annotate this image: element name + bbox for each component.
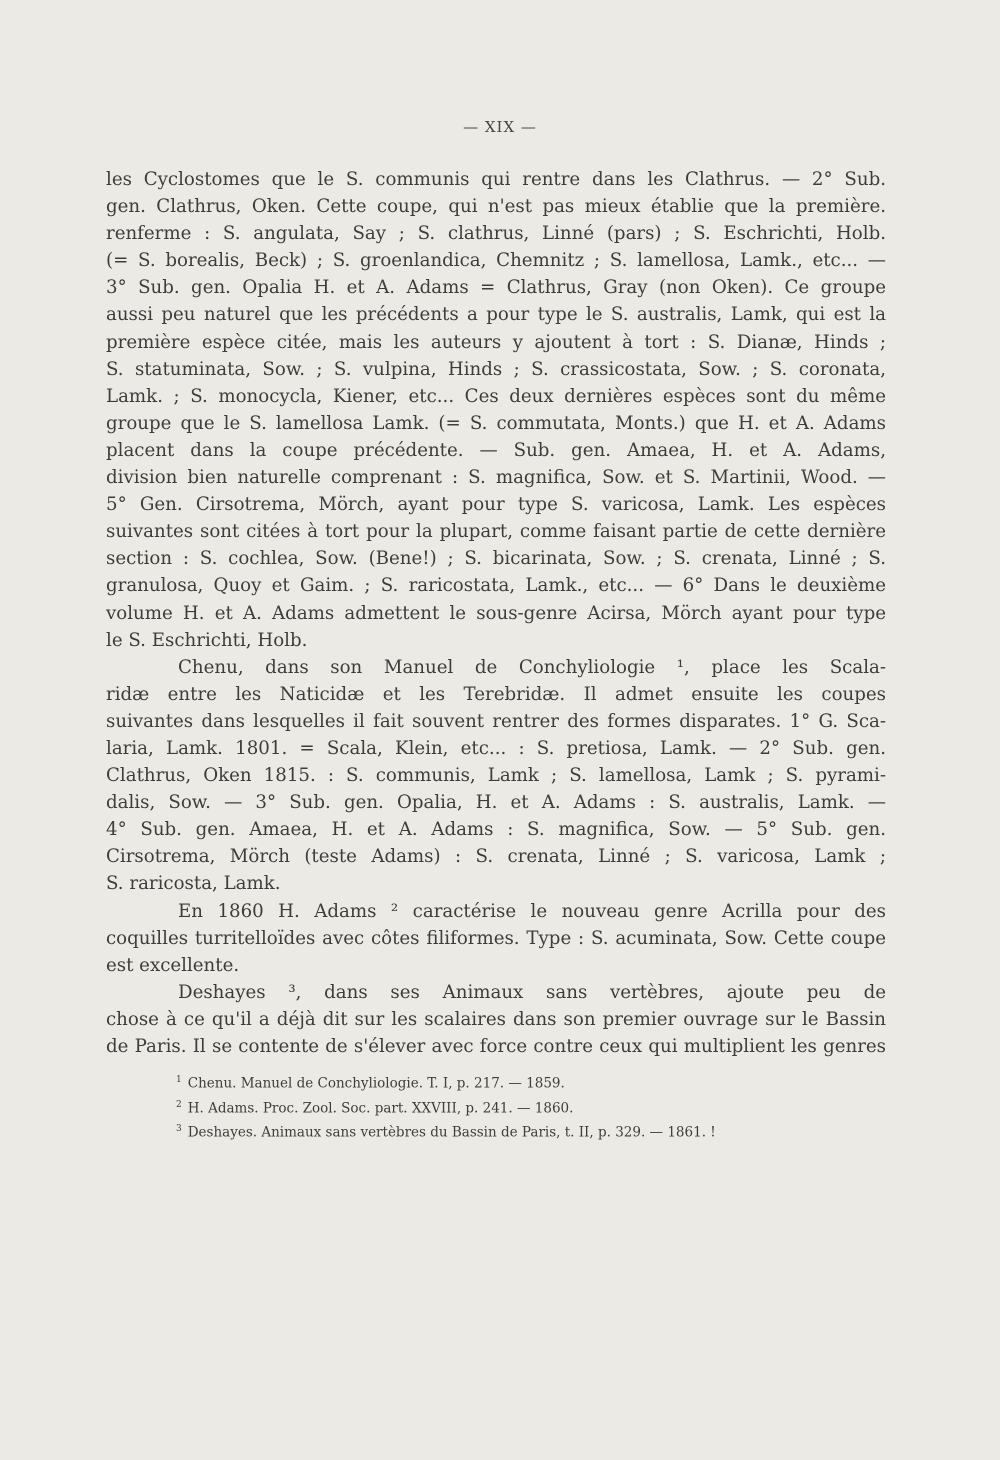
footnote-mark: 2 <box>176 1099 182 1110</box>
text-line: chose à ce qu'il a déjà dit sur les scalaires dans son premier ouvrage sur le Bassin <box>106 1008 886 1030</box>
text-line: 3° Sub. gen. Opalia H. et A. Adams = Clathrus, Gray (non Oken). Ce groupe <box>106 277 886 299</box>
text-line: suivantes dans lesquelles il fait souvent rentrer des formes disparates. 1° G. Sca- <box>106 710 886 732</box>
footnote <box>176 1095 816 1120</box>
text-line: renferme : S. angulata, Say ; S. clathrus, Linné (pars) ; S. Eschrichti, Holb. <box>106 223 886 245</box>
text-line: volume H. et A. Adams admettent le sous-genre Acirsa, Mörch ayant pour type <box>106 602 886 624</box>
text-line: dalis, Sow. — 3° Sub. gen. Opalia, H. et A. Adams : S. australis, Lamk. — <box>106 792 886 814</box>
text-line: 5° Gen. Cirsotrema, Mörch, ayant pour type S. varicosa, Lamk. Les espèces <box>106 494 886 516</box>
text-line: (= S. borealis, Beck) ; S. groenlandica, Chemnitz ; S. lamellosa, Lamk., etc... — <box>106 250 886 272</box>
text-line: suivantes sont citées à tort pour la plupart, comme faisant partie de cette dernière <box>106 521 886 543</box>
text-line: laria, Lamk. 1801. = Scala, Klein, etc... : S. pretiosa, Lamk. — 2° Sub. gen. <box>106 737 886 759</box>
text-line: Deshayes ³, dans ses Animaux sans vertèbres, ajoute peu de <box>178 981 886 1003</box>
body-text <box>106 166 886 1060</box>
text-line: le S. Eschrichti, Holb. <box>106 629 308 651</box>
text-line: aussi peu naturel que les précédents a pour type le S. australis, Lamk, qui est la <box>106 304 886 326</box>
text-line: groupe que le S. lamellosa Lamk. (= S. commutata, Monts.) que H. et A. Adams <box>106 412 886 434</box>
text-line: 4° Sub. gen. Amaea, H. et A. Adams : S. magnifica, Sow. — 5° Sub. gen. <box>106 819 886 841</box>
text-line: Cirsotrema, Mörch (teste Adams) : S. crenata, Linné ; S. varicosa, Lamk ; <box>106 846 886 868</box>
footnote-mark: 1 <box>176 1075 182 1085</box>
footnote-text: Chenu. Manuel de Conchyliologie. T. I, p. 217. — 1859. <box>187 1075 565 1092</box>
text-line: En 1860 H. Adams ² caractérise le nouveau genre Acrilla pour des <box>178 900 886 922</box>
footnote-mark: 3 <box>176 1124 182 1134</box>
text-line: S. raricosta, Lamk. <box>106 873 281 895</box>
page-number: — XIX — <box>463 118 537 136</box>
text-line: Clathrus, Oken 1815. : S. communis, Lamk ; S. lamellosa, Lamk ; S. pyrami- <box>106 765 886 787</box>
text-line: ridæ entre les Naticidæ et les Terebridæ. Il admet ensuite les coupes <box>106 683 886 705</box>
text-line: S. statuminata, Sow. ; S. vulpina, Hinds ; S. crassicostata, Sow. ; S. coronata, <box>106 358 886 380</box>
footnote <box>176 1119 816 1144</box>
text-line: section : S. cochlea, Sow. (Bene!) ; S. bicarinata, Sow. ; S. crenata, Linné ; S. <box>106 548 886 570</box>
footnotes <box>176 1070 816 1144</box>
text-line: est excellente. <box>106 954 240 976</box>
footnote-text: Deshayes. Animaux sans vertèbres du Bassin de Paris, t. II, p. 329. — 1861. ! <box>187 1124 716 1141</box>
text-line: gen. Clathrus, Oken. Cette coupe, qui n'est pas mieux établie que la première. <box>106 196 886 218</box>
text-line: placent dans la coupe précédente. — Sub. gen. Amaea, H. et A. Adams, <box>106 439 886 461</box>
footnote <box>176 1070 816 1095</box>
text-line: Chenu, dans son Manuel de Conchyliologie ¹, place les Scala- <box>178 656 886 678</box>
text-line: première espèce citée, mais les auteurs y ajoutent à tort : S. Dianæ, Hinds ; <box>106 331 886 353</box>
text-line: les Cyclostomes que le S. communis qui rentre dans les Clathrus. — 2° Sub. <box>106 169 886 190</box>
text-line: de Paris. Il se contente de s'élever avec force contre ceux qui multiplient les genres <box>106 1036 886 1057</box>
text-line: Lamk. ; S. monocycla, Kiener, etc... Ces deux dernières espèces sont du même <box>106 385 886 407</box>
footnote-text: H. Adams. Proc. Zool. Soc. part. XXVIII, p. 241. — 1860. <box>187 1100 574 1116</box>
text-line: coquilles turritelloïdes avec côtes filiformes. Type : S. acuminata, Sow. Cette coupe <box>106 927 886 949</box>
text-line: granulosa, Quoy et Gaim. ; S. raricostata, Lamk., etc... — 6° Dans le deuxième <box>106 575 886 597</box>
text-line: division bien naturelle comprenant : S. magnifica, Sow. et S. Martinii, Wood. — <box>106 467 886 489</box>
